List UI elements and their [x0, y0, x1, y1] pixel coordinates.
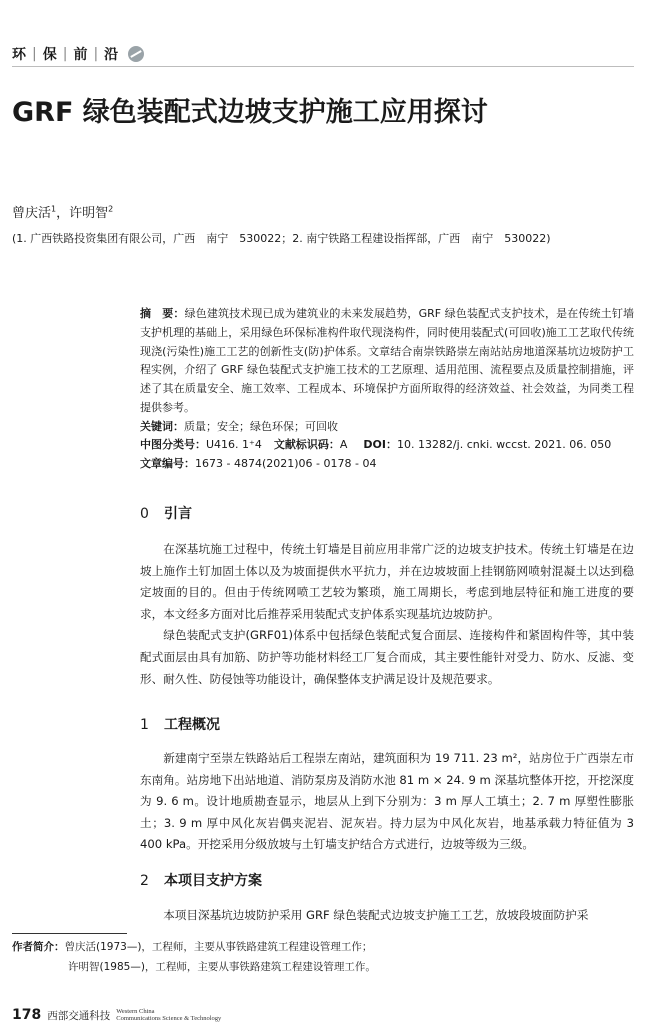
page-footer — [12, 1007, 221, 1023]
section-logo-icon — [128, 46, 144, 62]
authors — [12, 202, 113, 221]
section-number: 0 — [140, 506, 149, 522]
section-char: 沿 — [104, 47, 119, 63]
section-char: 前 — [73, 47, 88, 63]
header-rule — [12, 66, 634, 67]
section-body — [140, 539, 634, 690]
author-intro-label: 作者简介： — [12, 941, 65, 953]
author-intro-line: 曾庆活(1973—)，工程师，主要从事铁路建筑工程建设管理工作； — [64, 941, 373, 953]
clc-label: 中图分类号： — [140, 438, 206, 451]
doi-label: DOI： — [363, 438, 397, 451]
section-separator: | — [32, 46, 37, 62]
abstract — [140, 305, 634, 418]
section-char: 环 — [12, 47, 26, 63]
paragraph: 绿色装配式支护(GRF01)体系中包括绿色装配式复合面层、连接构件和紧固构件等，其中装配式面层由具有加筋、防护等功能材料经工厂复合而成，其主要性能针对受力、防水、反滤、变形、耐久性、防侵蚀等功能设计，确保整体支护满足设计及规范要求。 — [140, 628, 634, 686]
keywords-text: 质量；安全；绿色环保；可回收 — [184, 420, 338, 433]
journal-name-cn: 西部交通科技 — [47, 1009, 111, 1022]
page-number: 178 — [12, 1007, 42, 1023]
abstract-label: 摘 要： — [140, 307, 185, 320]
doc-code-label: 文献标识码： — [273, 438, 340, 451]
paragraph: 新建南宁至崇左铁路站后工程崇左南站，建筑面积为 19 711. 23 m²，站房位于广西崇左市东南角。站房地下出站地道、消防泵房及消防水池 81 m × 24. 9 m 深基坑整体开挖，开挖深度为 9. 6 m。设计地质勘查显示，地层从上到下分别为：3 m 厚人工填土；2. 7 m 厚塑性膨胀土；3. 9 m 厚中风化灰岩偶夹泥岩、泥灰岩。持力层为中风化灰岩，地基承载力特征值为 3 400 kPa。开挖采用分级放坡与土钉墙支护结合方式进行，边坡等级为三级。 — [140, 751, 634, 852]
author-superscript: 2 — [108, 204, 114, 214]
author-superscript: 1 — [51, 204, 57, 214]
author-intro — [12, 939, 372, 954]
paper-title: GRF 绿色装配式边坡支护施工应用探讨 — [12, 97, 488, 128]
classification-line — [140, 436, 611, 452]
article-number-label: 文章编号： — [140, 457, 195, 470]
section-title: 工程概况 — [164, 717, 220, 733]
clc-value: U416. 1⁺4 — [206, 438, 262, 451]
section-tag — [12, 44, 144, 64]
keywords-label: 关键词： — [140, 420, 184, 433]
author-name: 许明智 — [69, 206, 109, 221]
section-body — [140, 748, 634, 856]
section-heading — [140, 714, 220, 734]
journal-name-en-line: Communications Science & Technology — [116, 1015, 222, 1022]
abstract-text: 绿色建筑技术现已成为建筑业的未来发展趋势，GRF 绿色装配式支护技术，是在传统土钉墙支护机理的基础上，采用绿色环保标准构件取代现浇构件，同时使用装配式(可回收)施工工艺取代传统现浇(污染性)施工工艺的创新性支(防)护体系。文章结合南崇铁路崇左南站站房地道深基坑边坡防护工程实例，介绍了 GRF 绿色装配式支护施工技术的工艺原理、适用范围、流程要点及质量控制措施，评述了其在质量安全、施工效率、工程成本、环境保护方面所取得的经济效益、社会效益，为同类工程提供参考。 — [140, 307, 634, 414]
article-number — [140, 455, 376, 471]
paragraph: 在深基坑施工过程中，传统土钉墙是目前应用非常广泛的边坡支护技术。传统土钉墙是在边坡上施作土钉加固土体以及为坡面提供水平抗力，并在边坡坡面上挂钢筋网喷射混凝土以达到稳定坡面的目的。但由于传统网喷工艺较为繁琐，施工周期长，考虑到地层特征和施工进度的要求，本文经多方面对比后推荐采用装配式支护体系实现基坑边坡防护。 — [140, 542, 634, 621]
affiliation: (1. 广西铁路投资集团有限公司，广西 南宁 530022；2. 南宁铁路工程建设指挥部，广西 南宁 530022) — [12, 232, 551, 245]
section-heading — [140, 870, 262, 890]
doi-value: 10. 13282/j. cnki. wccst. 2021. 06. 050 — [396, 438, 612, 451]
section-title: 本项目支护方案 — [164, 873, 262, 889]
section-heading — [140, 503, 192, 523]
section-number: 1 — [140, 717, 149, 733]
section-body — [140, 905, 634, 927]
journal-name-en-line: Western China — [116, 1008, 155, 1015]
journal-name-en — [116, 1008, 221, 1022]
section-number: 2 — [140, 873, 149, 889]
author-intro-line: 许明智(1985—)，工程师，主要从事铁路建筑工程建设管理工作。 — [68, 961, 376, 973]
section-char: 保 — [42, 47, 57, 63]
section-separator: | — [93, 46, 99, 62]
section-title: 引言 — [164, 506, 192, 522]
paragraph: 本项目深基坑边坡防护采用 GRF 绿色装配式边坡支护施工工艺，放坡段坡面防护采 — [163, 908, 589, 922]
article-number-value: 1673 - 4874(2021)06 - 0178 - 04 — [195, 457, 377, 470]
doc-code-value: A — [339, 438, 348, 451]
footnote-rule — [12, 933, 127, 934]
section-separator: | — [62, 46, 68, 62]
keywords — [140, 418, 338, 434]
author-name: 曾庆活 — [12, 206, 52, 221]
author-separator: ， — [56, 206, 70, 221]
